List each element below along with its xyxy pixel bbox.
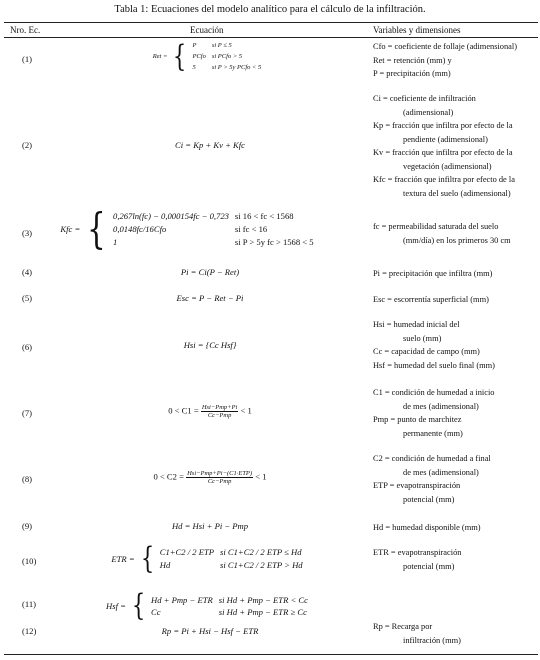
var-line: Rp = Recarga por (373, 622, 433, 631)
header-variables: Variables y dimensiones (373, 25, 461, 35)
eq-suffix: < 1 (240, 405, 252, 416)
case-expr: 0,267ln(fc) − 0,000154fc − 0,723 (113, 210, 229, 221)
case-expr: Hd (159, 560, 171, 570)
equation-text: Ci = Kp + Kv + Kfc (175, 140, 245, 150)
table-row (0, 318, 540, 374)
var-line: ETP = evapotranspiración (373, 481, 461, 490)
brace-symbol: { (173, 38, 187, 74)
var-line: fc = permeabilidad saturada del suelo (373, 222, 499, 231)
var-line: Hsi = humedad inicial del (373, 320, 460, 329)
var-line: potencial (mm) (403, 494, 455, 504)
denominator: Cc−Pmp (207, 412, 232, 419)
brace-symbol: { (87, 204, 107, 253)
var-line: Cfo = coeficiente de follaje (adimensional) (373, 42, 518, 51)
var-line: Kp = fracción que infiltra por efecto de la (373, 121, 513, 130)
var-line: P = precipitación (mm) (373, 69, 451, 78)
table-row (0, 588, 540, 623)
var-line: Pmp = punto de marchitez (373, 415, 462, 424)
numerator: Hsi−Pmp+Pi (201, 404, 238, 411)
table-row (0, 452, 540, 508)
equation-text: Rp = Pi + Hsi − Hsf − ETR (161, 626, 259, 636)
table-row (0, 204, 540, 256)
case-cond: si 16 < fc < 1568 (234, 210, 294, 221)
var-line: Esc = escorrentía superficial (mm) (373, 295, 489, 304)
equation (60, 293, 360, 303)
equation (60, 140, 360, 150)
table-row (0, 386, 540, 442)
bottom-rule (4, 654, 538, 655)
variables-cell (373, 546, 538, 573)
numerator: Hsi−Pmp+Pi−(C1·ETP) (187, 470, 253, 477)
case-cond: si P > 5y PCfo < 5 (211, 64, 262, 71)
equation (60, 40, 360, 73)
table-row (0, 541, 540, 576)
eq-prefix: 0 < C2 = (153, 471, 184, 482)
brace-symbol: { (131, 588, 146, 623)
case-expr: 0,0148fc/16Cfo (113, 223, 167, 234)
eq-number: (2) (22, 140, 33, 150)
var-line: Ret = retención (mm) y (373, 55, 452, 65)
equation-text: Pi = Ci(P − Ret) (180, 267, 240, 277)
var-line: (mm/día) en los primeros 30 cm (403, 235, 511, 245)
var-line: C1 = condición de humedad a inicio (373, 388, 495, 397)
var-line: (adimensional) (403, 107, 454, 117)
var-line: infiltración (mm) (403, 635, 461, 645)
table-row (0, 620, 540, 650)
eq-number: (9) (22, 521, 33, 531)
equation (60, 404, 360, 419)
eq-number: (1) (22, 54, 33, 64)
case-expr: Hd + Pmp − ETR (151, 595, 213, 605)
top-rule (4, 22, 538, 23)
case-expr: Cc (151, 607, 161, 617)
table-row (0, 293, 540, 307)
table-caption: Tabla 1: Ecuaciones del modelo analítico para el cálculo de la infiltración. (114, 4, 426, 15)
variables-cell (373, 521, 538, 535)
equation-text: Esc = P − Ret − Pi (176, 293, 244, 303)
var-line: potencial (mm) (403, 561, 455, 571)
equation (60, 588, 360, 623)
var-line: ETR = evapotranspiración (373, 548, 462, 557)
var-line: textura del suelo (adimensional) (403, 188, 511, 198)
eq-lhs: Ret = (152, 53, 168, 60)
var-line: Hsf = humedad del suelo final (mm) (373, 360, 495, 370)
equation-text: Hsi = {Cc Hsf} (183, 340, 237, 350)
case-cond: si PCfo > 5 (211, 53, 243, 60)
var-line: Cc = capacidad de campo (mm) (373, 347, 480, 356)
equation (60, 521, 360, 531)
table-row (0, 267, 540, 281)
table-row (0, 92, 540, 202)
eq-lhs: Kfc = (60, 224, 81, 234)
eq-number: (8) (22, 474, 33, 484)
variables-cell (373, 293, 538, 307)
variables-cell (373, 452, 538, 506)
case-cond: si P ≤ 5 (211, 42, 232, 49)
equation (40, 204, 340, 253)
var-line: de mes (adimensional) (403, 467, 479, 477)
eq-lhs: Hsf = (106, 601, 126, 611)
variables-cell (373, 40, 538, 81)
eq-number: (6) (22, 342, 33, 352)
var-line: Pi = precipitación que infiltra (mm) (373, 269, 493, 278)
variables-cell (373, 318, 538, 372)
case-expr: C1+C2 / 2 ETP (159, 547, 214, 557)
header-equation: Ecuación (190, 25, 224, 35)
variables-cell (373, 386, 538, 440)
equation (60, 541, 360, 576)
case-expr: 5 (192, 64, 196, 71)
eq-number: (4) (22, 267, 33, 277)
case-cond: si fc < 16 (234, 223, 268, 234)
case-cond: si C1+C2 / 2 ETP ≤ Hd (220, 547, 302, 557)
fraction (186, 470, 253, 485)
case-cond: si Hd + Pmp − ETR < Cc (218, 595, 308, 605)
table-row (0, 521, 540, 535)
case-expr: 1 (113, 236, 118, 247)
eq-number: (3) (22, 228, 33, 238)
variables-cell (373, 220, 538, 247)
variables-cell (373, 92, 538, 200)
equation-text: Hd = Hsi + Pi − Pmp (171, 521, 249, 531)
variables-cell (373, 620, 538, 647)
table-row (0, 40, 540, 80)
case-expr: PCfo (192, 53, 206, 60)
eq-suffix: < 1 (255, 471, 267, 482)
case-cond: si C1+C2 / 2 ETP > Hd (220, 560, 303, 570)
var-line: pendiente (adimensional) (403, 134, 488, 144)
eq-number: (7) (22, 408, 33, 418)
eq-number: (5) (22, 293, 33, 303)
case-expr: P (192, 42, 197, 49)
denominator: Cc−Pmp (207, 478, 232, 485)
var-line: de mes (adimensional) (403, 401, 479, 411)
equation (60, 267, 360, 277)
eq-prefix: 0 < C1 = (168, 405, 199, 416)
var-line: Kv = fracción que infiltra por efecto de la (373, 148, 513, 157)
fraction (201, 404, 239, 419)
equation (60, 340, 360, 350)
case-cond: si Hd + Pmp − ETR ≥ Cc (218, 607, 307, 617)
eq-lhs: ETR = (111, 554, 135, 564)
equation (60, 626, 360, 636)
var-line: Ci = coeficiente de infiltración (373, 94, 476, 103)
var-line: C2 = condición de humedad a final (373, 454, 491, 463)
header-num: Nro. Ec. (10, 25, 41, 35)
var-line: Hd = humedad disponible (mm) (373, 523, 481, 532)
eq-number: (11) (22, 599, 36, 609)
eq-number: (10) (22, 556, 37, 566)
equation (60, 470, 360, 485)
eq-number: (12) (22, 626, 37, 636)
case-cond: si P > 5y fc > 1568 < 5 (234, 236, 314, 247)
var-line: Kfc = fracción que infiltra por efecto de la (373, 175, 515, 184)
var-line: suelo (mm) (403, 333, 442, 343)
var-line: permanente (mm) (403, 428, 463, 438)
header-rule (4, 37, 538, 38)
var-line: vegetación (adimensional) (403, 161, 492, 171)
brace-symbol: { (140, 541, 154, 576)
variables-cell (373, 267, 538, 281)
